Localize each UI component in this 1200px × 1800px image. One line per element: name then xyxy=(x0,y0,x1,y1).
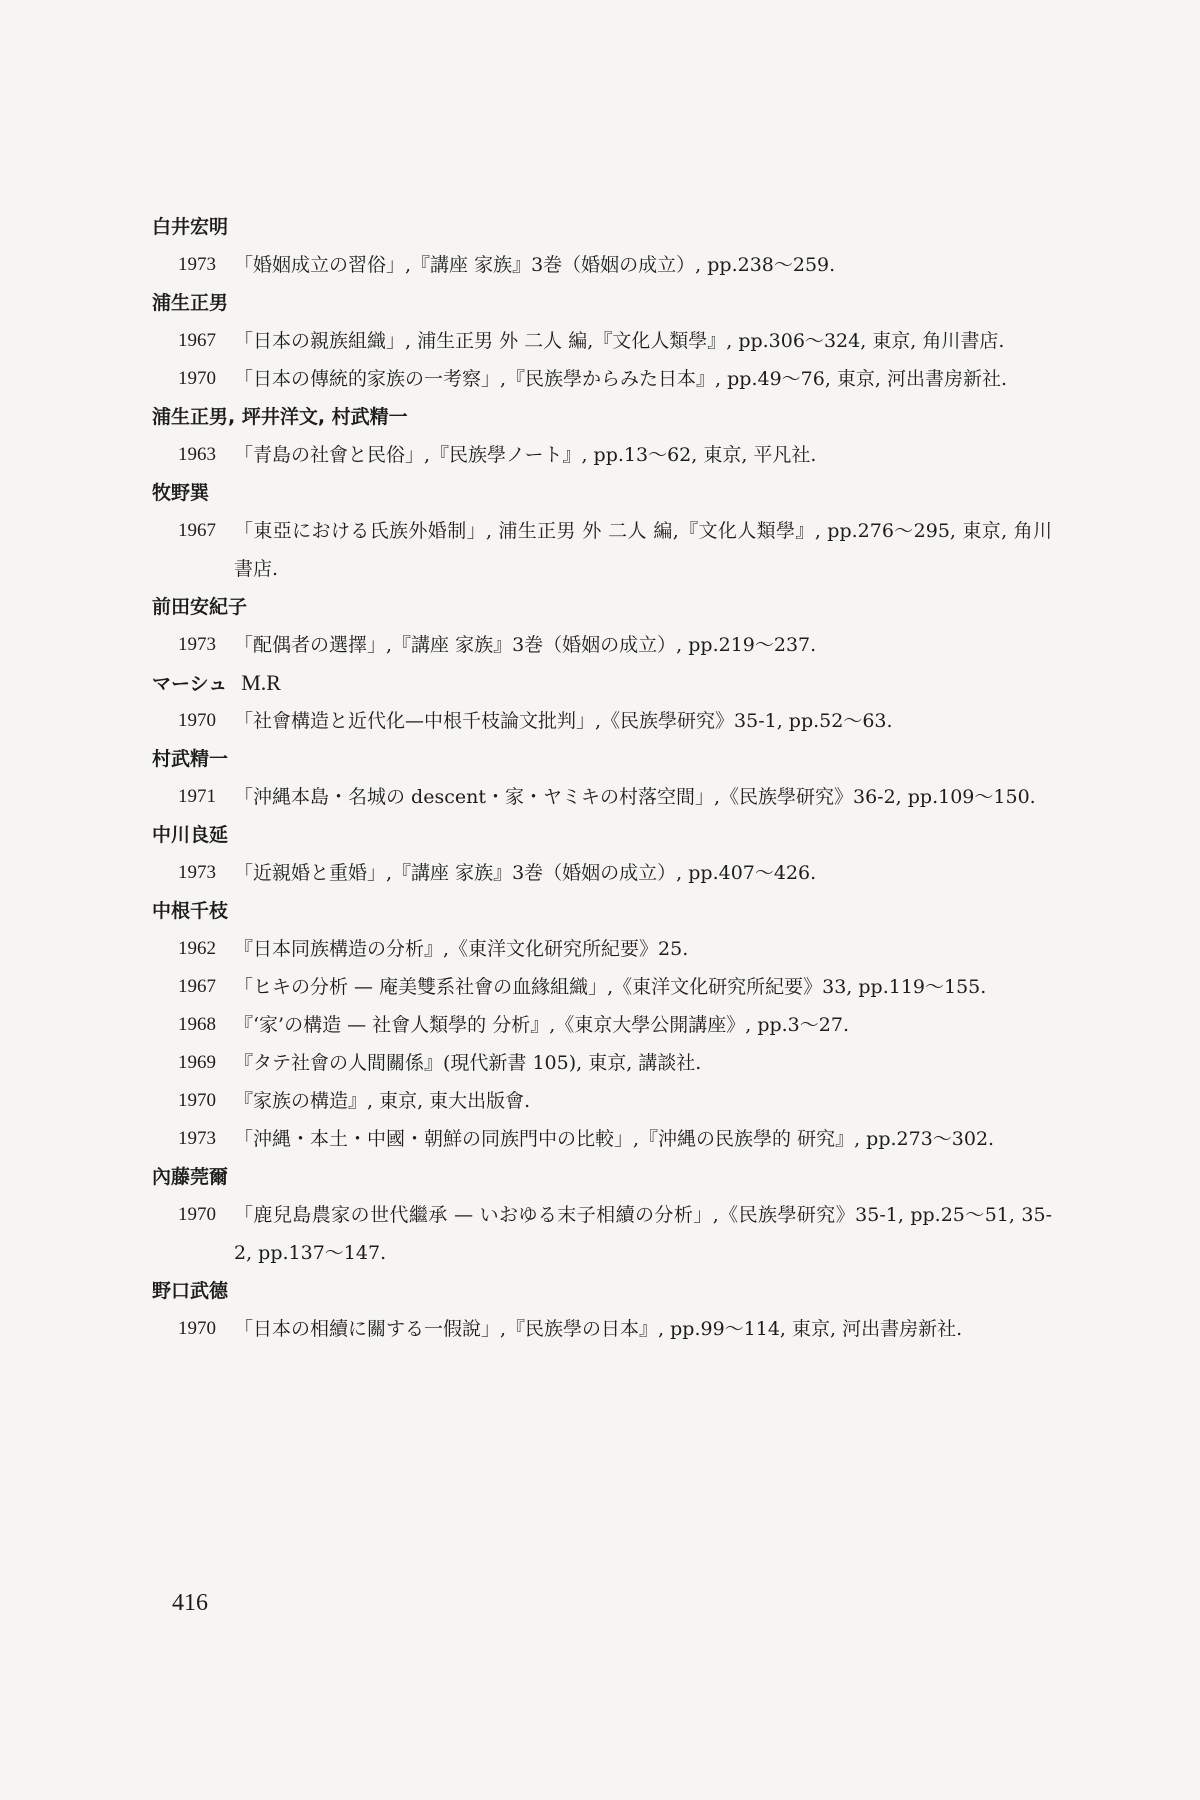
work-citation: 「沖縄・本土・中國・朝鮮の同族門中の比較」,『沖縄の民族學的 研究』, pp.273～302. xyxy=(234,1128,995,1150)
author-name xyxy=(152,398,1052,436)
bibliography-entry xyxy=(152,284,1052,398)
bibliography-entry xyxy=(152,892,1052,1158)
work-item xyxy=(152,968,1052,1006)
bibliography-entry xyxy=(152,740,1052,816)
bibliography-entry xyxy=(152,816,1052,892)
bibliography-entry xyxy=(152,664,1052,740)
author-name xyxy=(152,284,1052,322)
author-name xyxy=(152,664,1052,702)
work-item xyxy=(152,360,1052,398)
author-name-text: 前田安紀子 xyxy=(152,596,248,618)
work-item xyxy=(152,702,1052,740)
bibliography-list xyxy=(152,208,1052,1348)
work-citation: 「近親婚と重婚」,『講座 家族』3巻（婚姻の成立）, pp.407～426. xyxy=(234,862,817,884)
work-year: 1963 xyxy=(178,444,216,465)
author-name-text: 中川良延 xyxy=(152,824,229,846)
author-name xyxy=(152,588,1052,626)
author-name xyxy=(152,816,1052,854)
work-item xyxy=(152,1196,1052,1272)
author-name-text: 浦生正男 xyxy=(152,292,229,314)
work-year: 1973 xyxy=(178,1128,216,1149)
work-item xyxy=(152,512,1052,588)
author-name-text: 內藤莞爾 xyxy=(152,1166,229,1188)
work-item xyxy=(152,1082,1052,1120)
author-name-text: 浦生正男, 坪井洋文, 村武精一 xyxy=(152,406,408,428)
bibliography-entry xyxy=(152,1158,1052,1272)
work-item xyxy=(152,1310,1052,1348)
work-item xyxy=(152,436,1052,474)
work-citation: 『タテ社會の人間關係』(現代新書 105), 東京, 講談社. xyxy=(234,1052,702,1074)
work-item xyxy=(152,626,1052,664)
work-citation: 「沖縄本島・名城の descent・家・ヤミキの村落空間」,《民族學研究》36-2, pp.109～150. xyxy=(234,786,1036,808)
bibliography-entry xyxy=(152,588,1052,664)
author-name xyxy=(152,892,1052,930)
work-citation: 『家族の構造』, 東京, 東大出版會. xyxy=(234,1090,531,1112)
author-name-text: マーシュ xyxy=(152,673,228,695)
work-year: 1968 xyxy=(178,1014,216,1035)
work-citation: 「ヒキの分析 — 庵美雙系社會の血緣組織」,《東洋文化研究所紀要》33, pp.119～155. xyxy=(234,976,987,998)
work-year: 1962 xyxy=(178,938,216,959)
work-item xyxy=(152,1006,1052,1044)
work-citation: 「日本の相續に關する一假說」,『民族學の日本』, pp.99～114, 東京, 河出書房新社. xyxy=(234,1318,963,1340)
work-citation: 「婚姻成立の習俗」,『講座 家族』3巻（婚姻の成立）, pp.238～259. xyxy=(234,254,836,276)
work-year: 1969 xyxy=(178,1052,216,1073)
work-year: 1973 xyxy=(178,862,216,883)
work-item xyxy=(152,778,1052,816)
work-year: 1973 xyxy=(178,634,216,655)
work-year: 1970 xyxy=(178,1204,216,1225)
work-year: 1967 xyxy=(178,330,216,351)
bibliography-entry xyxy=(152,474,1052,588)
author-name xyxy=(152,474,1052,512)
bibliography-entry xyxy=(152,398,1052,474)
author-roman-name: M.R xyxy=(241,670,281,695)
work-item xyxy=(152,1044,1052,1082)
bibliography-entry xyxy=(152,1272,1052,1348)
work-year: 1970 xyxy=(178,368,216,389)
work-citation: 「東亞における氏族外婚制」, 浦生正男 外 二人 編,『文化人類學』, pp.276～295, 東京, 角川書店. xyxy=(234,520,1052,580)
work-year: 1971 xyxy=(178,786,216,807)
work-citation: 「社會構造と近代化—中根千枝論文批判」,《民族學研究》35-1, pp.52～63. xyxy=(234,710,893,732)
work-item xyxy=(152,854,1052,892)
work-item xyxy=(152,930,1052,968)
work-citation: 「日本の親族組織」, 浦生正男 外 二人 編,『文化人類學』, pp.306～324, 東京, 角川書店. xyxy=(234,330,1005,352)
author-name-text: 野口武德 xyxy=(152,1280,229,1302)
work-item xyxy=(152,246,1052,284)
page-number: 416 xyxy=(172,1590,208,1616)
work-year: 1970 xyxy=(178,1090,216,1111)
work-citation: 『日本同族構造の分析』,《東洋文化研究所紀要》25. xyxy=(234,938,689,960)
author-name-text: 中根千枝 xyxy=(152,900,229,922)
work-year: 1973 xyxy=(178,254,216,275)
author-name xyxy=(152,1158,1052,1196)
work-year: 1967 xyxy=(178,976,216,997)
author-name xyxy=(152,208,1052,246)
work-year: 1970 xyxy=(178,710,216,731)
work-citation: 「鹿兒島農家の世代繼承 — いおゆる末子相續の分析」,《民族學研究》35-1, pp.25～51, 35-2, pp.137～147. xyxy=(234,1204,1052,1264)
author-name xyxy=(152,740,1052,778)
bibliography-entry xyxy=(152,208,1052,284)
author-name-text: 牧野巽 xyxy=(152,482,210,504)
work-item xyxy=(152,1120,1052,1158)
work-citation: 「配偶者の選擇」,『講座 家族』3巻（婚姻の成立）, pp.219～237. xyxy=(234,634,817,656)
work-citation: 「青島の社會と民俗」,『民族學ノート』, pp.13～62, 東京, 平凡社. xyxy=(234,444,817,466)
work-citation: 「日本の傳統的家族の一考察」,『民族學からみた日本』, pp.49～76, 東京, 河出書房新社. xyxy=(234,368,1008,390)
work-year: 1967 xyxy=(178,520,216,541)
work-item xyxy=(152,322,1052,360)
author-name-text: 白井宏明 xyxy=(152,216,229,238)
work-citation: 『‘家’の構造 — 社會人類學的 分析』,《東京大學公開講座》, pp.3～27. xyxy=(234,1014,849,1036)
author-name-text: 村武精一 xyxy=(152,748,229,770)
author-name xyxy=(152,1272,1052,1310)
work-year: 1970 xyxy=(178,1318,216,1339)
